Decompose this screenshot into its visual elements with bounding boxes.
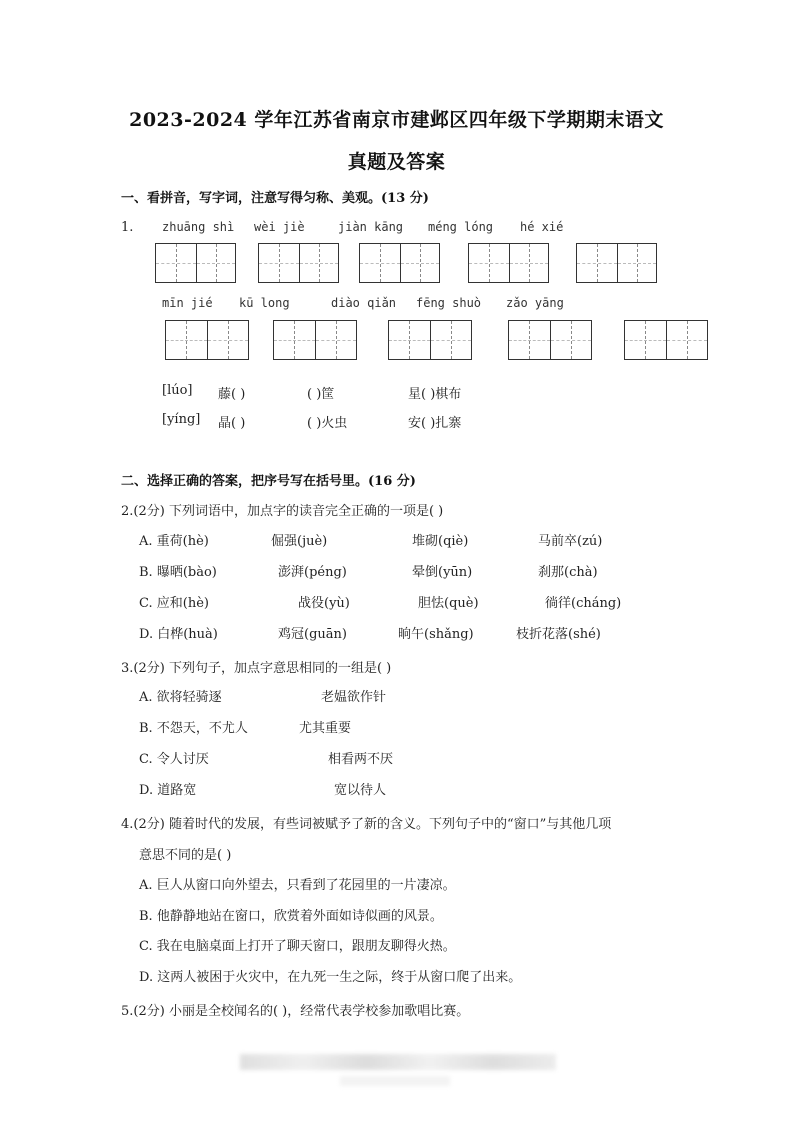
writing-grid[interactable] — [165, 320, 249, 360]
pinyin-1: zhuāng shì — [162, 220, 235, 234]
q4-option-a: A. 巨人从窗口向外望去，只看到了花园里的一片凄凉。 — [139, 878, 456, 893]
q4-option-d: D. 这两人被困于火灾中，在九死一生之际，终于从窗口爬了出来。 — [139, 970, 522, 985]
q2-option-b3: 晕倒(yūn) — [412, 565, 473, 580]
fill-blank: 晶( ) — [218, 416, 246, 431]
q2-option-d4: 枝折花落(shé) — [516, 627, 601, 642]
section2-heading: 二、选择正确的答案，把序号写在括号里。(16 分) — [121, 474, 416, 489]
fill-pinyin-ying: [yíng] — [162, 412, 201, 427]
q3-option-b2: 尤其重要 — [299, 721, 352, 736]
writing-grid[interactable] — [155, 243, 236, 283]
writing-grid[interactable] — [273, 320, 357, 360]
q4-option-b: B. 他静静地站在窗口，欣赏着外面如诗似画的风景。 — [139, 909, 443, 924]
writing-grid[interactable] — [576, 243, 657, 283]
q2-option-d3: 晌午(shǎng) — [398, 627, 474, 642]
writing-grid[interactable] — [624, 320, 708, 360]
q3-option-a1: A. 欲将轻骑逐 — [139, 690, 222, 705]
section1-heading: 一、看拼音，写字词，注意写得匀称、美观。(13 分) — [121, 191, 429, 206]
q3-option-a2: 老媪欲作针 — [321, 690, 387, 705]
fill-blank: 星( )棋布 — [408, 387, 462, 402]
pinyin-3: jiàn kāng — [338, 220, 404, 234]
blurred-footer — [240, 1054, 556, 1070]
fill-blank: 藤( ) — [218, 387, 246, 402]
q3-option-c1: C. 令人讨厌 — [139, 752, 209, 767]
q3-option-b1: B. 不怨天，不尤人 — [139, 721, 248, 736]
question-4-stem-cont: 意思不同的是( ) — [139, 848, 232, 863]
question-3-stem: 3.(2分) 下列句子，加点字意思相同的一组是( ) — [121, 661, 392, 676]
writing-grid[interactable] — [359, 243, 440, 283]
pinyin-9: fēng shuò — [416, 296, 482, 310]
q4-option-c: C. 我在电脑桌面上打开了聊天窗口，跟朋友聊得火热。 — [139, 939, 456, 954]
q3-option-c2: 相看两不厌 — [328, 752, 394, 767]
q2-option-b1: B. 曝晒(bào) — [139, 565, 217, 580]
q2-option-c1: C. 应和(hè) — [139, 596, 209, 611]
pinyin-4: méng lóng — [428, 220, 494, 234]
q2-option-c3: 胆怯(què) — [418, 596, 479, 611]
q2-option-b4: 刹那(chà) — [538, 565, 598, 580]
q2-option-d2: 鸡冠(guān) — [278, 627, 347, 642]
blurred-footer-small — [340, 1076, 450, 1086]
q3-option-d1: D. 道路宽 — [139, 783, 197, 798]
q2-option-b2: 澎湃(péng) — [278, 565, 347, 580]
q2-option-a2: 倔强(juè) — [271, 534, 328, 549]
document-title-line1: 2023-2024 学年江苏省南京市建邺区四年级下学期期末语文 — [129, 109, 664, 131]
pinyin-10: zǎo yāng — [506, 296, 564, 310]
question-2-stem: 2.(2分) 下列词语中，加点字的读音完全正确的一项是( ) — [121, 504, 444, 519]
writing-grid[interactable] — [388, 320, 472, 360]
pinyin-8: diào qiǎn — [331, 296, 397, 310]
pinyin-5: hé xié — [520, 220, 564, 234]
q2-option-a1: A. 重荷(hè) — [139, 534, 209, 549]
writing-grid[interactable] — [468, 243, 549, 283]
fill-pinyin-luo: [lúo] — [162, 383, 193, 398]
q2-option-c4: 徜徉(cháng) — [545, 596, 622, 611]
pinyin-6: mīn jié — [162, 296, 213, 310]
q2-option-a4: 马前卒(zú) — [538, 534, 603, 549]
question-4-stem: 4.(2分) 随着时代的发展，有些词被赋予了新的含义。下列句子中的“窗口”与其他几项 — [121, 817, 612, 832]
fill-blank: ( )火虫 — [307, 416, 348, 431]
writing-grid[interactable] — [508, 320, 592, 360]
fill-blank: 安( )扎寨 — [408, 416, 462, 431]
pinyin-2: wèi jiè — [254, 220, 305, 234]
fill-blank: ( )筐 — [307, 387, 335, 402]
q2-option-c2: 战役(yù) — [298, 596, 350, 611]
q3-option-d2: 宽以待人 — [334, 783, 387, 798]
question-5-stem: 5.(2分) 小丽是全校闻名的( )，经常代表学校参加歌唱比赛。 — [121, 1004, 470, 1019]
pinyin-7: kū long — [239, 296, 290, 310]
question-1-number: 1. — [121, 220, 134, 235]
document-title-line2: 真题及答案 — [347, 151, 446, 173]
q2-option-a3: 堆砌(qiè) — [412, 534, 469, 549]
q2-option-d1: D. 白桦(huà) — [139, 627, 218, 642]
writing-grid[interactable] — [258, 243, 339, 283]
